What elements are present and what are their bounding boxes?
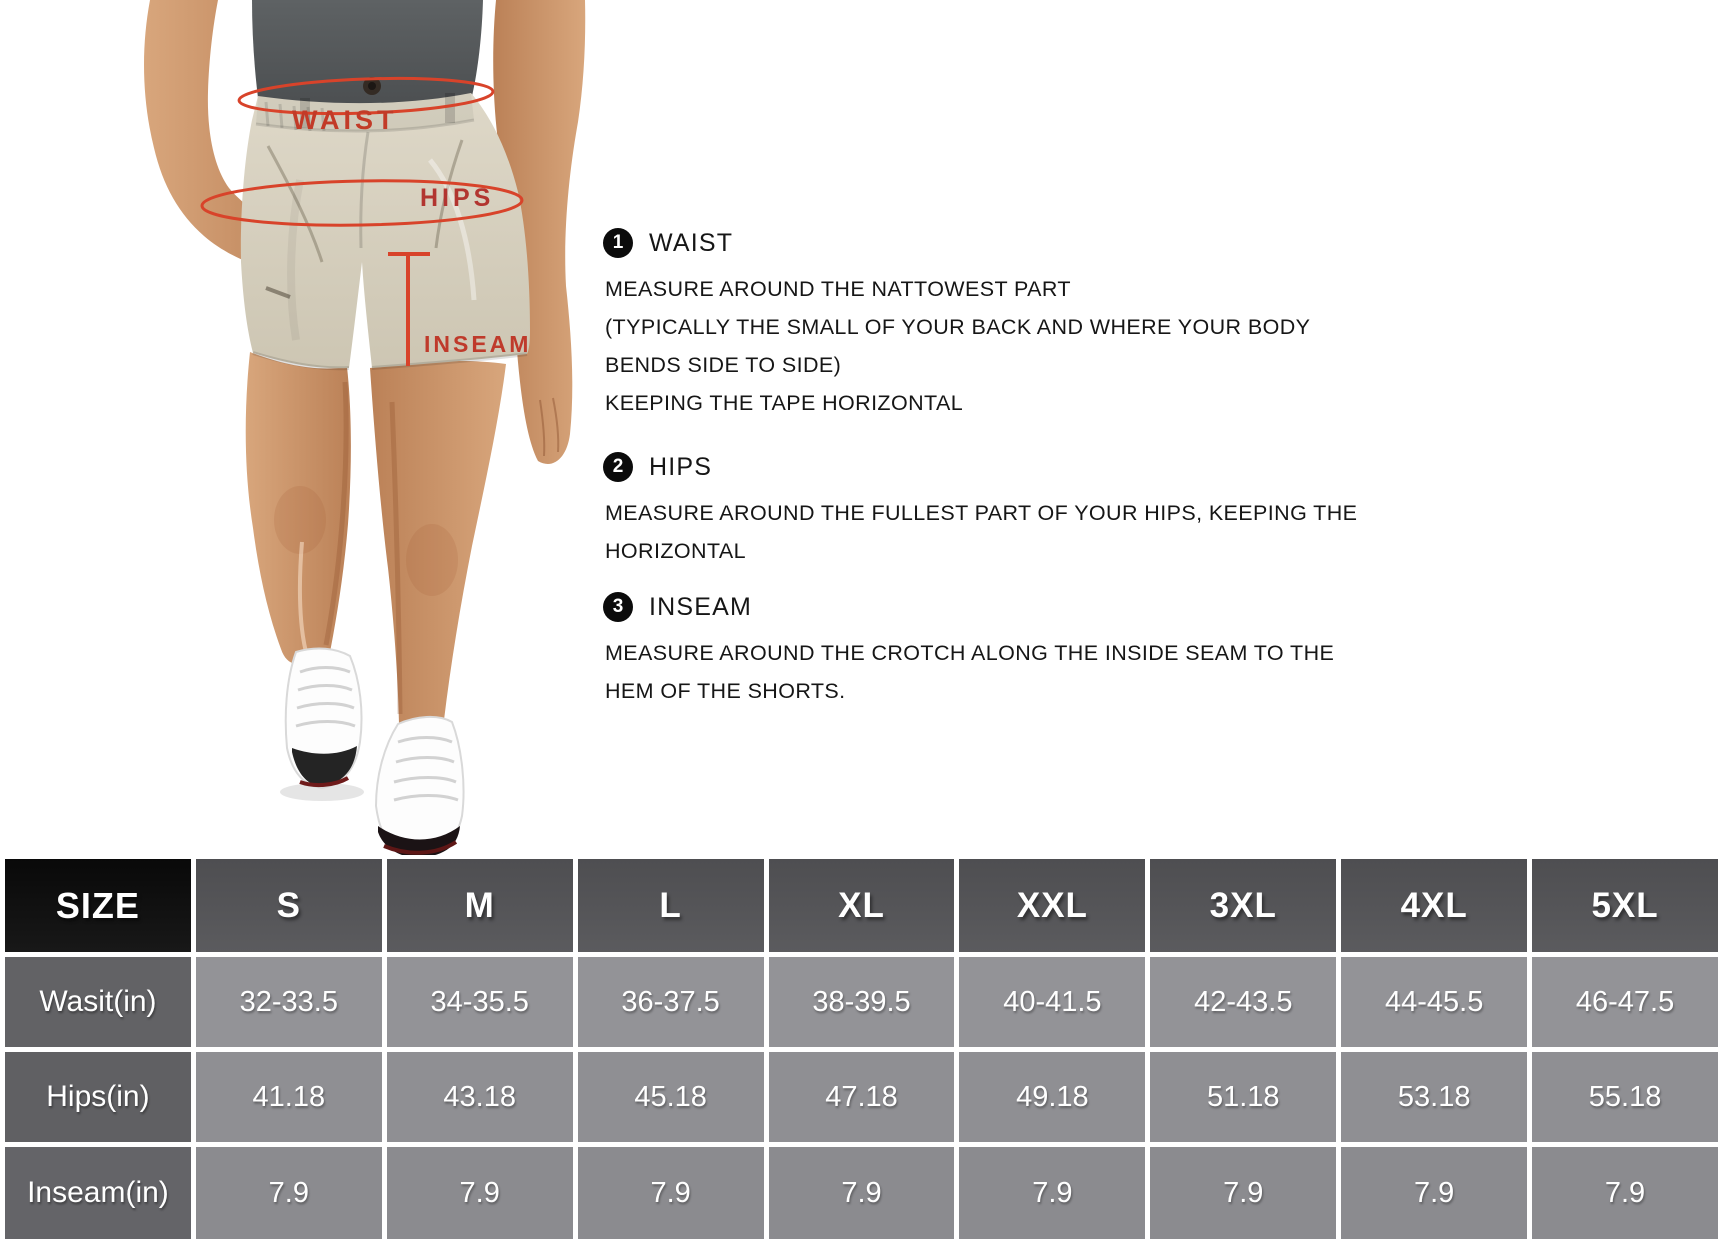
instruction-heading	[603, 228, 1363, 258]
waist-value-3xl: 42-43.5	[1150, 957, 1336, 1047]
table-header-m: M	[387, 859, 573, 952]
model-photo	[0, 0, 640, 862]
inseam-value-4xl: 7.9	[1341, 1147, 1527, 1239]
hips-value-4xl: 53.18	[1341, 1052, 1527, 1142]
belt-loop	[445, 93, 455, 123]
hips-value-l: 45.18	[578, 1052, 764, 1142]
instruction-section-inseam	[603, 592, 1363, 710]
instruction-text-inseam	[605, 634, 1363, 710]
instruction-line: MEASURE AROUND THE FULLEST PART OF YOUR HIPS, KEEPING THE	[605, 501, 1358, 525]
inseam-value-3xl: 7.9	[1150, 1147, 1336, 1239]
waist-value-l: 36-37.5	[578, 957, 764, 1047]
hips-value-5xl: 55.18	[1532, 1052, 1718, 1142]
instruction-line: HORIZONTAL	[605, 539, 746, 563]
hips-annotation-label: HIPS	[420, 184, 495, 212]
row-label-inseam: Inseam(in)	[5, 1147, 191, 1239]
instruction-line: BENDS SIDE TO SIDE)	[605, 353, 842, 377]
instruction-section-waist	[603, 228, 1363, 422]
table-header-3xl: 3XL	[1150, 859, 1336, 952]
waist-value-4xl: 44-45.5	[1341, 957, 1527, 1047]
instruction-title-inseam: INSEAM	[649, 592, 753, 621]
table-header-xl: XL	[769, 859, 955, 952]
instruction-line: MEASURE AROUND THE CROTCH ALONG THE INSIDE SEAM TO THE	[605, 641, 1335, 665]
inseam-value-5xl: 7.9	[1532, 1147, 1718, 1239]
instruction-line: (TYPICALLY THE SMALL OF YOUR BACK AND WHERE YOUR BODY	[605, 315, 1311, 339]
knee-shading	[406, 524, 458, 596]
instruction-text-hips	[605, 494, 1363, 570]
table-header-4xl: 4XL	[1341, 859, 1527, 952]
step-3-number-icon: 3	[603, 592, 633, 622]
waist-value-m: 34-35.5	[387, 957, 573, 1047]
step-1-number-icon: 1	[603, 228, 633, 258]
instruction-title-waist: WAIST	[649, 228, 734, 257]
waist-value-xl: 38-39.5	[769, 957, 955, 1047]
instruction-title-hips: HIPS	[649, 452, 713, 481]
waist-value-s: 32-33.5	[196, 957, 382, 1047]
table-header-s: S	[196, 859, 382, 952]
inseam-value-m: 7.9	[387, 1147, 573, 1239]
table-header-size: SIZE	[5, 859, 191, 952]
waist-annotation-label: WAIST	[292, 105, 398, 135]
table-header-5xl: 5XL	[1532, 859, 1718, 952]
inseam-value-s: 7.9	[196, 1147, 382, 1239]
row-label-hips: Hips(in)	[5, 1052, 191, 1142]
shorts-button-center	[368, 82, 376, 90]
waist-value-xxl: 40-41.5	[959, 957, 1145, 1047]
inseam-value-xxl: 7.9	[959, 1147, 1145, 1239]
instruction-section-hips	[603, 452, 1363, 570]
hips-value-xxl: 49.18	[959, 1052, 1145, 1142]
instruction-line: HEM OF THE SHORTS.	[605, 679, 846, 703]
waist-value-5xl: 46-47.5	[1532, 957, 1718, 1047]
model-photo-svg	[0, 0, 640, 862]
inseam-annotation-label: INSEAM	[424, 331, 532, 357]
hips-value-m: 43.18	[387, 1052, 573, 1142]
inseam-value-l: 7.9	[578, 1147, 764, 1239]
step-2-number-icon: 2	[603, 452, 633, 482]
table-header-xxl: XXL	[959, 859, 1145, 952]
hips-value-s: 41.18	[196, 1052, 382, 1142]
inseam-value-xl: 7.9	[769, 1147, 955, 1239]
instruction-text-waist	[605, 270, 1363, 422]
size-chart-table	[0, 855, 1723, 1246]
hips-value-xl: 47.18	[769, 1052, 955, 1142]
instruction-heading	[603, 592, 1363, 622]
instruction-line: KEEPING THE TAPE HORIZONTAL	[605, 391, 964, 415]
hips-value-3xl: 51.18	[1150, 1052, 1336, 1142]
instruction-line: MEASURE AROUND THE NATTOWEST PART	[605, 277, 1071, 301]
table-header-l: L	[578, 859, 764, 952]
row-label-waist: Wasit(in)	[5, 957, 191, 1047]
instruction-heading	[603, 452, 1363, 482]
